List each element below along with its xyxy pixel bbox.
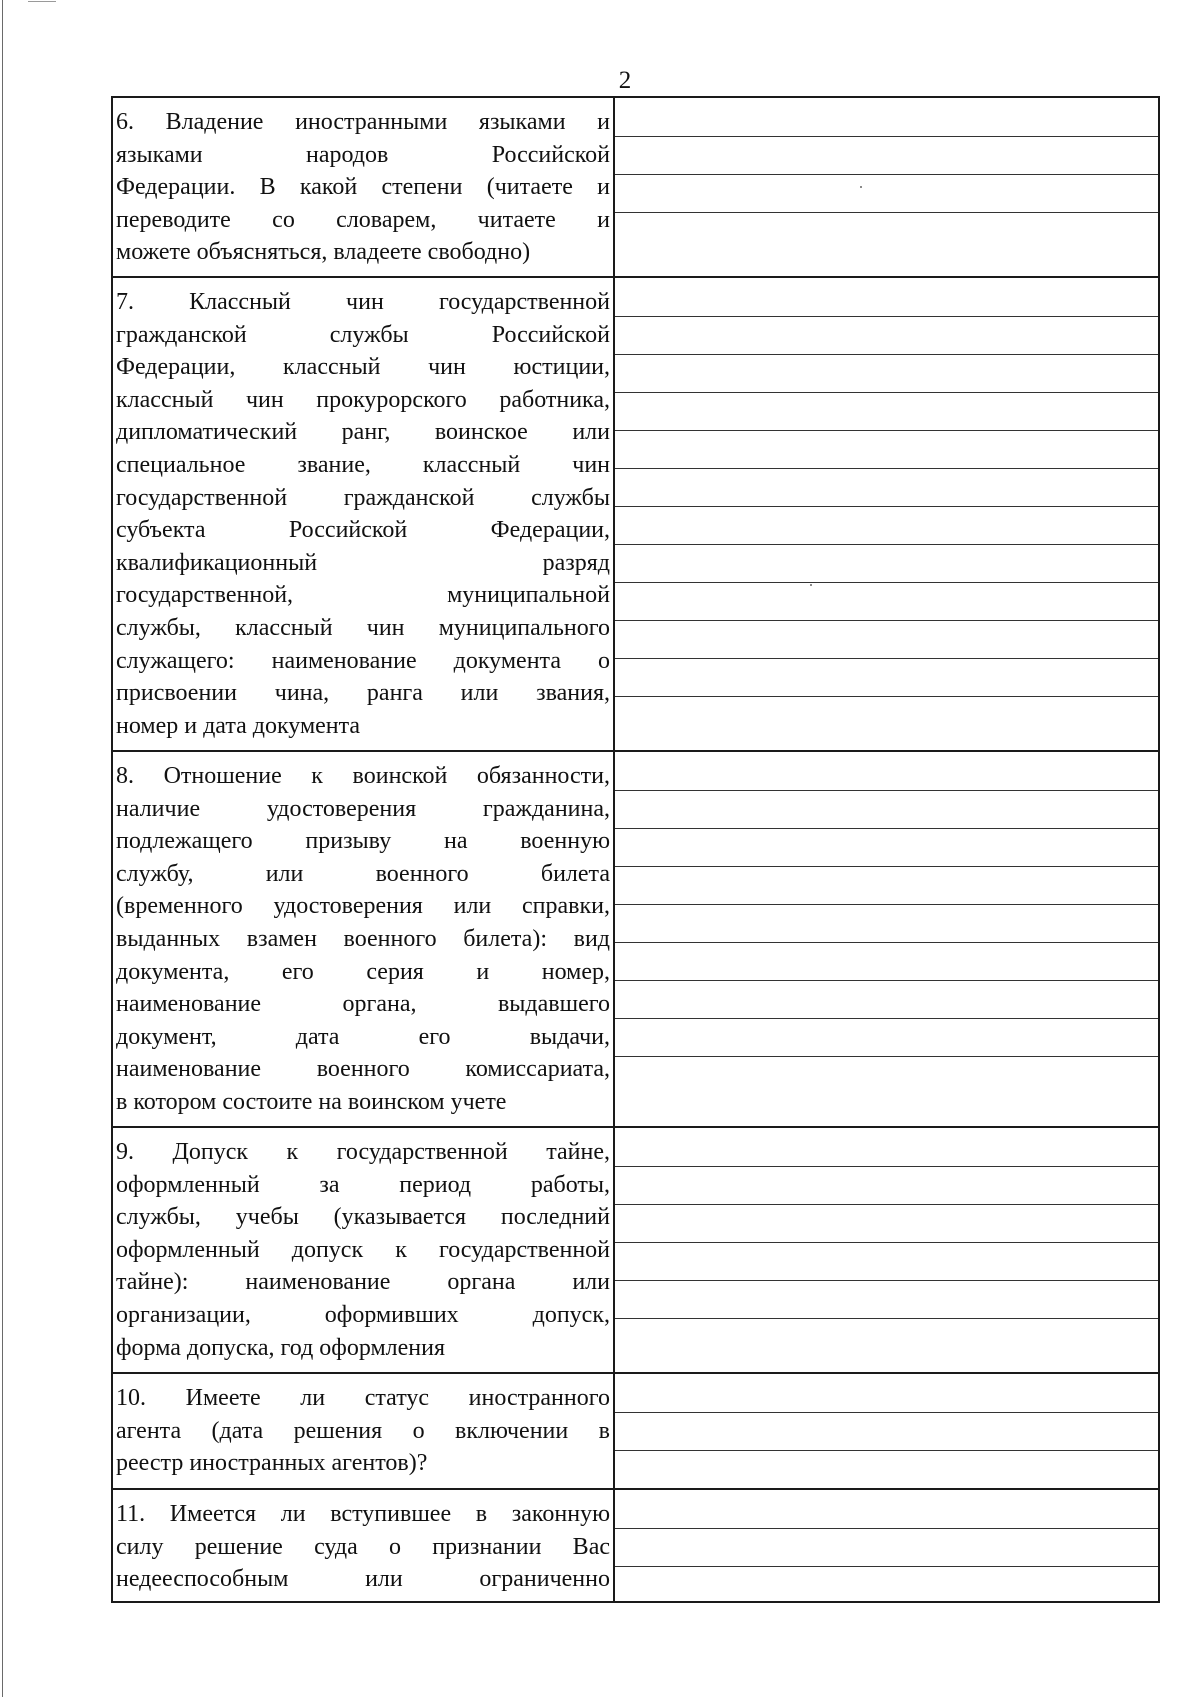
question-line: службу, или военного билета [116, 860, 610, 887]
question-line: квалификационный разряд [116, 549, 610, 576]
answer-line[interactable] [615, 658, 1158, 659]
question-line: организации, оформивших допуск, [116, 1301, 610, 1328]
question-line: государственной гражданской службы [116, 484, 610, 511]
answer-line[interactable] [615, 506, 1158, 507]
answer-cell-q7[interactable] [615, 278, 1158, 750]
answer-line[interactable] [615, 1166, 1158, 1167]
question-line: недееспособным или ограниченно [116, 1566, 610, 1593]
answer-line[interactable] [615, 620, 1158, 621]
question-line: силу решение суда о признании Вас [116, 1533, 610, 1560]
answer-line[interactable] [615, 212, 1158, 213]
answer-line[interactable] [615, 136, 1158, 137]
answer-line[interactable] [615, 174, 1158, 175]
answer-line[interactable] [615, 696, 1158, 697]
question-line: присвоении чина, ранга или звания, [116, 680, 610, 707]
question-line: оформленный допуск к государственной [116, 1236, 610, 1263]
answer-line[interactable] [615, 468, 1158, 469]
question-line: оформленный за период работы, [116, 1171, 610, 1198]
answer-line[interactable] [615, 980, 1158, 981]
answer-line[interactable] [615, 942, 1158, 943]
question-line: языками народов Российской [116, 141, 610, 168]
form-row-q7 [113, 278, 1158, 752]
answer-line[interactable] [615, 430, 1158, 431]
question-line: агента (дата решения о включении в [116, 1417, 610, 1444]
answer-line[interactable] [615, 790, 1158, 791]
question-line: классный чин прокурорского работника, [116, 386, 610, 413]
answer-line[interactable] [615, 1412, 1158, 1413]
question-line: 9. Допуск к государственной тайне, [116, 1139, 610, 1165]
answer-line[interactable] [615, 354, 1158, 355]
answer-line[interactable] [615, 316, 1158, 317]
answer-cell-q11[interactable] [615, 1490, 1158, 1601]
answer-cell-q9[interactable] [615, 1128, 1158, 1372]
question-cell-q7 [113, 278, 615, 750]
question-line: специальное звание, классный чин [116, 451, 610, 478]
question-line: гражданской службы Российской [116, 321, 610, 348]
answer-line[interactable] [615, 1018, 1158, 1019]
question-line: подлежащего призыву на военную [116, 828, 610, 855]
answer-cell-q6[interactable] [615, 98, 1158, 276]
question-line: реестр иностранных агентов)? [116, 1450, 428, 1477]
question-line: наименование органа, выдавшего [116, 991, 610, 1018]
answer-line[interactable] [615, 582, 1158, 583]
question-line: дипломатический ранг, воинское или [116, 419, 610, 446]
question-cell-q6 [113, 98, 615, 276]
question-line: (временного удостоверения или справки, [116, 893, 610, 920]
answer-line[interactable] [615, 1280, 1158, 1281]
answer-line[interactable] [615, 866, 1158, 867]
question-cell-q10 [113, 1374, 615, 1488]
question-line: Федерации. В какой степени (читаете и [116, 174, 610, 201]
page-number: 2 [618, 67, 632, 94]
question-line: номер и дата документа [116, 712, 361, 739]
question-cell-q9 [113, 1128, 615, 1372]
form-row-q8 [113, 752, 1158, 1128]
answer-line[interactable] [615, 828, 1158, 829]
question-line: 11. Имеется ли вступившее в законную [116, 1501, 610, 1527]
answer-line[interactable] [615, 1056, 1158, 1057]
question-line: службы, классный чин муниципального [116, 614, 610, 641]
answer-cell-q10[interactable] [615, 1374, 1158, 1488]
question-line: документ, дата его выдачи, [116, 1023, 610, 1050]
form-row-q6 [113, 98, 1158, 278]
question-line: 8. Отношение к воинской обязанности, [116, 763, 610, 789]
question-line: выданных взамен военного билета): вид [116, 925, 610, 952]
answer-line[interactable] [615, 904, 1158, 905]
question-cell-q11 [113, 1490, 615, 1601]
answer-cell-q8[interactable] [615, 752, 1158, 1126]
answer-line[interactable] [615, 544, 1158, 545]
form-row-q9 [113, 1128, 1158, 1374]
form-row-q10 [113, 1374, 1158, 1490]
question-line: можете объясняться, владеете свободно) [116, 239, 531, 266]
question-line: служащего: наименование документа о [116, 647, 610, 674]
answer-line[interactable] [615, 1318, 1158, 1319]
question-line: 7. Классный чин государственной [116, 289, 610, 315]
question-line: службы, учебы (указывается последний [116, 1204, 610, 1231]
answer-line[interactable] [615, 1450, 1158, 1451]
scan-speck [810, 584, 812, 586]
question-line: тайне): наименование органа или [116, 1269, 610, 1296]
question-line: документа, его серия и номер, [116, 958, 610, 985]
answer-line[interactable] [615, 392, 1158, 393]
question-line: 6. Владение иностранными языками и [116, 109, 610, 135]
question-line: наименование военного комиссариата, [116, 1056, 610, 1083]
scan-mark [28, 1, 56, 2]
question-line: субъекта Российской Федерации, [116, 517, 610, 544]
answer-line[interactable] [615, 1242, 1158, 1243]
question-line: государственной, муниципальной [116, 582, 610, 609]
question-cell-q8 [113, 752, 615, 1126]
answer-line[interactable] [615, 1204, 1158, 1205]
question-line: 10. Имеете ли статус иностранного [116, 1385, 610, 1411]
scan-edge [2, 0, 3, 1697]
answer-line[interactable] [615, 1528, 1158, 1529]
question-line: форма допуска, год оформления [116, 1334, 446, 1361]
scan-speck [860, 186, 862, 188]
answer-line[interactable] [615, 1566, 1158, 1567]
form-row-q11 [113, 1490, 1158, 1601]
question-line: в котором состоите на воинском учете [116, 1088, 507, 1115]
question-line: переводите со словарем, читаете и [116, 206, 610, 233]
question-line: наличие удостоверения гражданина, [116, 795, 610, 822]
question-line: Федерации, классный чин юстиции, [116, 354, 610, 381]
questionnaire-table [111, 96, 1160, 1603]
